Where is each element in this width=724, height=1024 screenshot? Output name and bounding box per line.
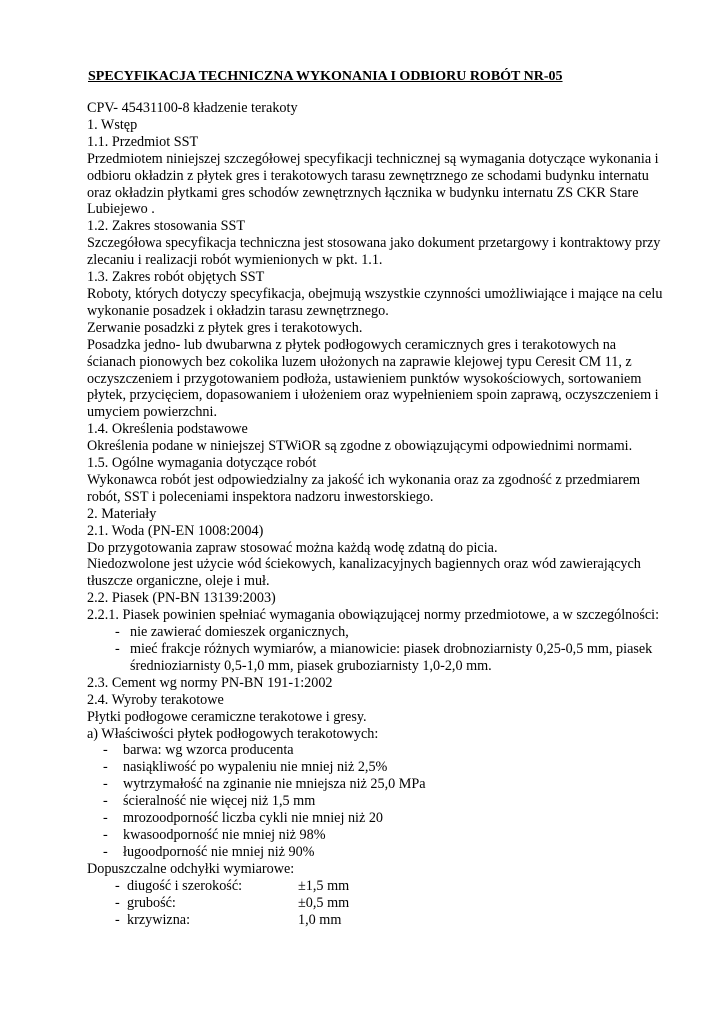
heading-2-3: 2.3. Cement wg normy PN-BN 191-1:2002 xyxy=(87,674,333,691)
tolerance-item xyxy=(87,895,667,912)
heading-1-5: 1.5. Ogólne wymagania dotyczące robót xyxy=(87,455,317,472)
paragraph: Posadzka jedno- lub dwubarwna z płytek podłogowych ceramicznych gres i terakotowych na ścianach pionowych bez cokolika luzem ułożonych na zaprawie klejowej typu Ceresit CM 11, z oczyszczeniem i przygotowaniem podłoża, ustawieniem punktów wysokościowych, sortowaniem płytek, przycięciem, dopasowaniem i ułożeniem oraz wypełnieniem spoin zaprawą, oczyszczeniem i umyciem powierzchni. xyxy=(87,336,659,421)
tile-property-item: - kwasoodporność nie mniej niż 98% xyxy=(87,827,667,844)
paragraph: Zerwanie posadzki z płytek gres i terakotowych. xyxy=(87,319,363,336)
cpv-code: CPV- 45431100-8 kładzenie terakoty xyxy=(87,100,298,116)
tile-property-item: - ługoodporność nie mniej niż 90% xyxy=(87,844,667,861)
sand-list-item: - mieć frakcje różnych wymiarów, a mianowicie: piasek drobnoziarnisty 0,25-0,5 mm, piasek średnioziarnisty 0,5-1,0 mm, piasek gruboziarnisty 1,0-2,0 mm. xyxy=(87,641,667,675)
paragraph: Roboty, których dotyczy specyfikacja, obejmują wszystkie czynności umożliwiające i mające na celu wykonanie posadzek i okładzin tarasu zewnętrznego. xyxy=(87,285,663,319)
paragraph: Do przygotowania zapraw stosować można każdą wodę zdatną do picia. xyxy=(87,539,498,556)
tolerance-value: ±1,5 mm xyxy=(298,877,350,894)
heading-1-3: 1.3. Zakres robót objętych SST xyxy=(87,269,265,286)
paragraph: 2.2.1. Piasek powinien spełniać wymagania obowiązującej normy przedmiotowe, a w szczególności: xyxy=(87,607,660,624)
heading-2-4: 2.4. Wyroby terakotowe xyxy=(87,691,224,708)
paragraph: Przedmiotem niniejszej szczegółowej specyfikacji technicznej są wymagania dotyczące wykonania i odbioru okładzin z płytek gres i terakotowych tarasu zewnętrznego ze schodami budynku internatu oraz okładzin płytkami gres schodów zewnętrznych łącznika w budynku internatu ZS CKR Stare Lubiejewo . xyxy=(87,150,659,218)
heading-2: 2. Materiały xyxy=(87,505,157,522)
tolerance-value: 1,0 mm xyxy=(298,911,342,928)
tolerance-label: diugość i szerokość: xyxy=(127,877,243,894)
sand-list-item: - nie zawierać domieszek organicznych, xyxy=(87,624,667,641)
tile-property-item: - mrozoodporność liczba cykli nie mniej niż 20 xyxy=(87,810,667,827)
tile-property-item: - ścieralność nie więcej niż 1,5 mm xyxy=(87,793,667,810)
heading-1-1: 1.1. Przedmiot SST xyxy=(87,133,199,150)
tolerance-label: krzywizna: xyxy=(127,911,191,928)
tolerance-value: ±0,5 mm xyxy=(298,894,350,911)
tile-property-item: - nasiąkliwość po wypaleniu nie mniej niż 2,5% xyxy=(87,759,667,776)
tolerance-item xyxy=(87,912,667,929)
paragraph: Wykonawca robót jest odpowiedzialny za jakość ich wykonania oraz za zgodność z przedmiarem robót, SST i poleceniami inspektora nadzoru inwestorskiego. xyxy=(87,471,641,505)
document-body xyxy=(87,100,667,928)
paragraph: Określenia podane w niniejszej STWiOR są zgodne z obowiązującymi odpowiednimi normami. xyxy=(87,438,633,455)
paragraph: Niedozwolone jest użycie wód ściekowych, kanalizacyjnych bagiennych oraz wód zawierających tłuszcze organiczne, oleje i muł. xyxy=(87,556,641,590)
paragraph: Płytki podłogowe ceramiczne terakotowe i gresy. xyxy=(87,708,367,725)
tile-property-item: - wytrzymałość na zginanie nie mniejsza niż 25,0 MPa xyxy=(87,776,667,793)
document-title: SPECYFIKACJA TECHNICZNA WYKONANIA I ODBIORU ROBÓT NR-05 xyxy=(88,69,563,84)
tolerance-label: grubość: xyxy=(127,894,176,911)
paragraph: a) Właściwości płytek podłogowych terakotowych: xyxy=(87,725,379,742)
paragraph: Szczegółowa specyfikacja techniczna jest stosowana jako dokument przetargowy i kontraktowy przy zlecaniu i realizacji robót wymienionych w pkt. 1.1. xyxy=(87,235,661,269)
tolerance-item xyxy=(87,878,667,895)
heading-2-2: 2.2. Piasek (PN-BN 13139:2003) xyxy=(87,590,276,607)
tile-property-item: - barwa: wg wzorca producenta xyxy=(87,742,667,759)
heading-1: 1. Wstęp xyxy=(87,116,138,133)
heading-1-4: 1.4. Określenia podstawowe xyxy=(87,421,248,438)
paragraph: Dopuszczalne odchyłki wymiarowe: xyxy=(87,860,295,877)
heading-1-2: 1.2. Zakres stosowania SST xyxy=(87,218,246,235)
heading-2-1: 2.1. Woda (PN-EN 1008:2004) xyxy=(87,522,264,539)
